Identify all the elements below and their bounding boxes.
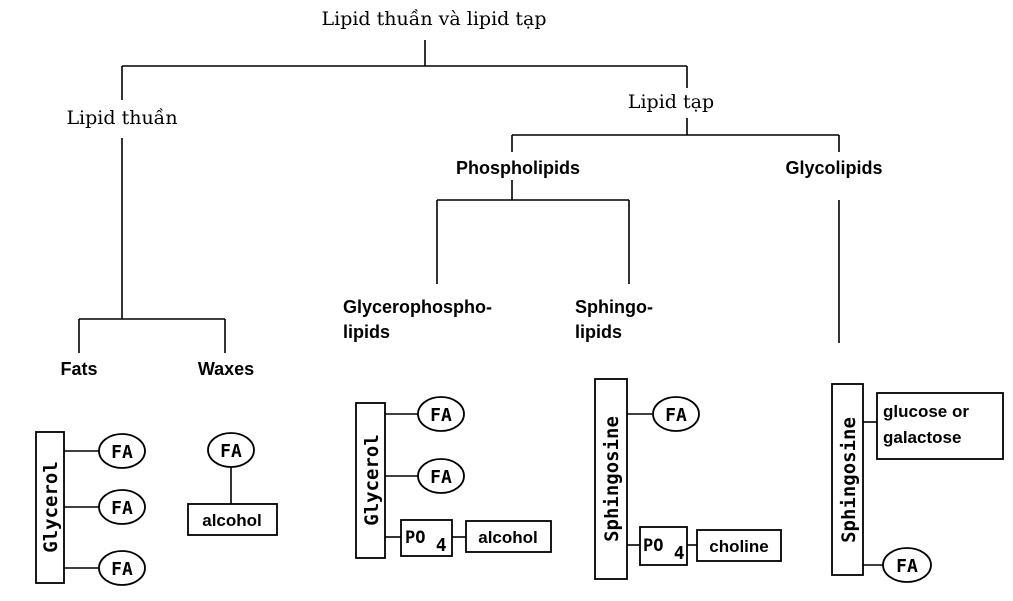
- label-lipid-thuan: Lipid thuần: [66, 107, 178, 129]
- sugar-label-line2: galactose: [883, 428, 962, 447]
- fa-label: FA: [111, 559, 133, 580]
- alcohol-label: alcohol: [202, 511, 262, 530]
- label-phospholipids: Phospholipids: [456, 158, 580, 178]
- glycerol-label: Glycerol: [361, 434, 383, 526]
- label-lipid-tap: Lipid tạp: [627, 91, 715, 113]
- sphingosine-label: Sphingosine: [601, 416, 623, 542]
- title: Lipid thuần và lipid tạp: [321, 8, 547, 30]
- waxes-structure: [188, 433, 277, 535]
- sphingosine-label: Sphingosine: [838, 417, 860, 543]
- sphingolipids-structure: [595, 379, 781, 579]
- glycolipids-structure: [832, 384, 1003, 582]
- po4-text: PO: [643, 536, 664, 556]
- fa-label: FA: [430, 467, 452, 488]
- choline-label: choline: [709, 537, 769, 556]
- po4-subscript: 4: [435, 535, 447, 556]
- fa-label: FA: [220, 441, 242, 462]
- po4-subscript: 4: [673, 543, 685, 564]
- fa-label: FA: [111, 442, 133, 463]
- label-waxes: Waxes: [197, 359, 255, 379]
- fats-structure: [36, 432, 145, 585]
- fa-label: FA: [430, 405, 452, 426]
- glycerol-label: Glycerol: [40, 461, 62, 553]
- label-sphingolipids-line2: lipids: [575, 322, 623, 342]
- fa-label: FA: [896, 556, 918, 577]
- sugar-label-line1: glucose or: [883, 402, 969, 421]
- fa-label: FA: [111, 498, 133, 519]
- label-sphingolipids-line1: Sphingo-: [575, 297, 653, 317]
- label-glycerophospholipids-line1: Glycerophospho-: [343, 297, 493, 317]
- alcohol-label: alcohol: [478, 528, 538, 547]
- po4-text: PO: [405, 528, 426, 548]
- label-fats: Fats: [60, 359, 98, 379]
- label-glycerophospholipids-line2: lipids: [343, 322, 391, 342]
- label-glycolipids: Glycolipids: [785, 158, 883, 178]
- glycerophospholipids-structure: [356, 397, 551, 558]
- fa-label: FA: [665, 405, 687, 426]
